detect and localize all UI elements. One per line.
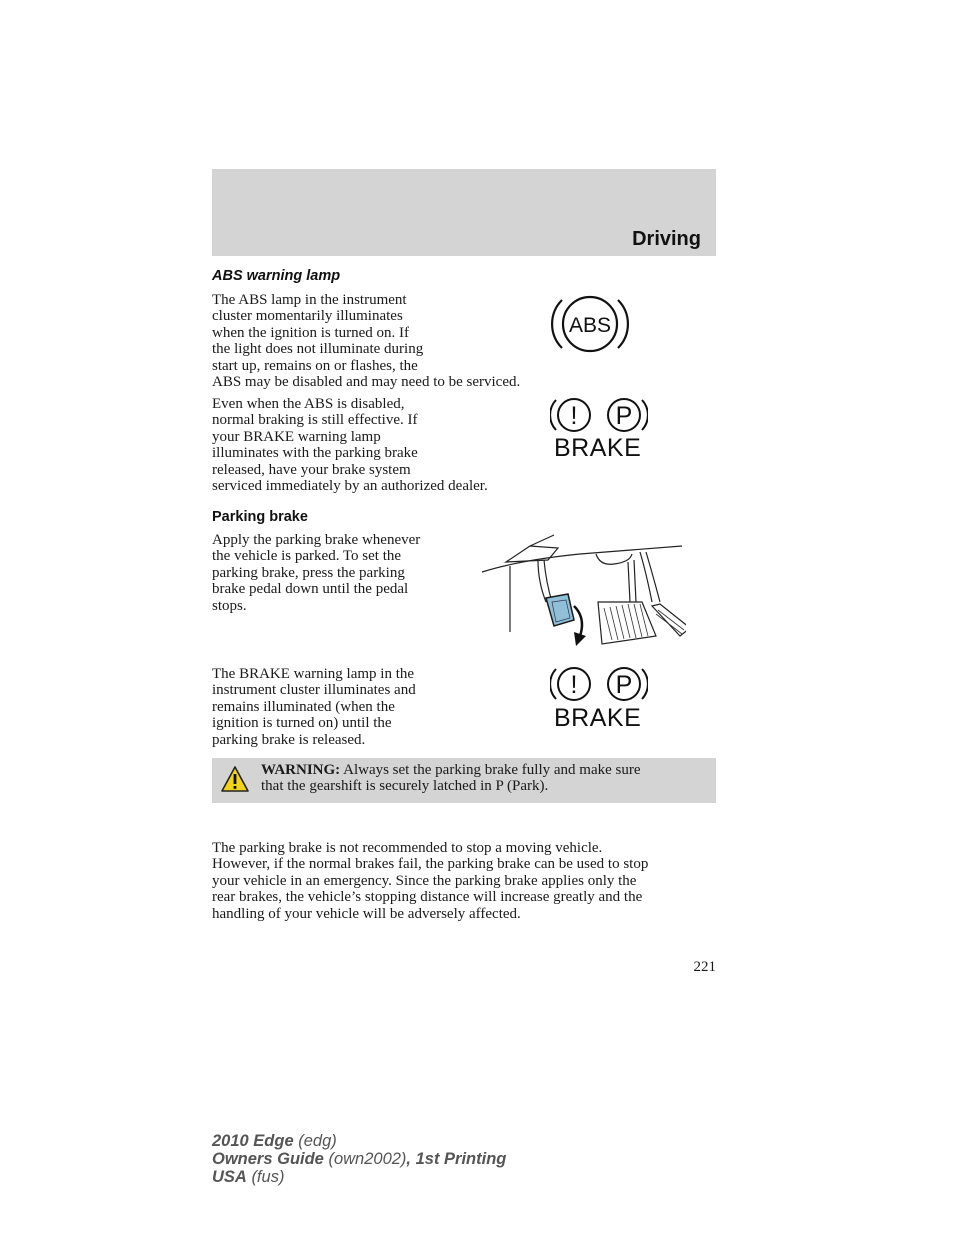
text-line: illuminates with the parking brake [212, 445, 418, 462]
text-line: released, have your brake system [212, 461, 411, 478]
text-line: However, if the normal brakes fail, the parking brake can be used to stop [212, 856, 649, 873]
footer-market-code: (fus) [251, 1168, 285, 1186]
text-line: normal braking is still effective. If [212, 412, 418, 429]
parking-p-icon: P [615, 671, 633, 699]
text-line: The parking brake is not recommended to stop a moving vehicle. [212, 840, 603, 856]
text-line: The ABS lamp in the instrument [212, 292, 407, 308]
footer [212, 1132, 506, 1186]
warning-label: WARNING: [261, 762, 341, 778]
text-line: when the ignition is turned on. If [212, 324, 410, 341]
text-line: parking brake is released. [212, 731, 366, 748]
text-line: remains illuminated (when the [212, 698, 395, 715]
footer-model: 2010 Edge [212, 1132, 294, 1150]
parking-p-icon: P [615, 402, 633, 430]
brake-word-2: BRAKE [554, 704, 642, 732]
text-line: cluster momentarily illuminates [212, 308, 403, 325]
text-line: Even when the ABS is disabled, [212, 396, 405, 412]
text-line: Apply the parking brake whenever [212, 532, 421, 548]
section-title: Driving [632, 228, 701, 250]
warning-text [261, 762, 701, 795]
exclaim-icon: ! [570, 671, 578, 699]
text-line: instrument cluster illuminates and [212, 682, 416, 699]
text-line: your vehicle in an emergency. Since the parking brake applies only the [212, 872, 637, 889]
parking-brake-heading: Parking brake [212, 509, 308, 525]
warning-line-1: Always set the parking brake fully and make sure [343, 762, 641, 778]
text-line: the light does not illuminate during [212, 341, 424, 358]
text-line: The BRAKE warning lamp in the [212, 666, 415, 682]
warning-line-2: that the gearshift is securely latched in P (Park). [261, 778, 549, 795]
final-paragraph [212, 840, 722, 922]
abs-paragraph-2 [212, 396, 572, 494]
warning-box [212, 758, 716, 803]
section-header-band [212, 169, 716, 256]
parking-paragraph-1 [212, 532, 462, 614]
brake-word: BRAKE [554, 434, 642, 462]
page-number: 221 [693, 959, 716, 975]
warning-triangle-icon [220, 765, 250, 793]
abs-icon-text: ABS [568, 314, 612, 337]
footer-guide: Owners Guide [212, 1150, 324, 1168]
text-line: ignition is turned on) until the [212, 715, 392, 732]
text-line: start up, remains on or flashes, the [212, 357, 418, 374]
exclaim-icon: ! [570, 402, 578, 430]
footer-model-code: (edg) [298, 1132, 337, 1150]
text-line: your BRAKE warning lamp [212, 428, 381, 445]
text-line: ABS may be disabled and may need to be serviced. [212, 374, 521, 391]
footer-guide-code: (own2002) [328, 1150, 407, 1168]
parking-paragraph-2 [212, 666, 462, 748]
parking-brake-pedal-illustration [480, 532, 686, 648]
text-line: rear brakes, the vehicle’s stopping distance will increase greatly and the [212, 889, 643, 906]
brake-warning-icon-2 [550, 665, 648, 705]
abs-heading: ABS warning lamp [212, 268, 341, 284]
brake-warning-icon [550, 396, 648, 436]
text-line: stops. [212, 597, 247, 614]
footer-printing: , 1st Printing [406, 1150, 507, 1168]
text-line: the vehicle is parked. To set the [212, 548, 402, 565]
text-line: serviced immediately by an authorized dealer. [212, 478, 488, 495]
text-line: handling of your vehicle will be adversely affected. [212, 905, 521, 922]
footer-market: USA [212, 1168, 247, 1186]
abs-warning-icon [548, 292, 632, 356]
text-line: brake pedal down until the pedal [212, 581, 409, 598]
abs-paragraph-1 [212, 292, 572, 390]
text-line: parking brake, press the parking [212, 564, 405, 581]
